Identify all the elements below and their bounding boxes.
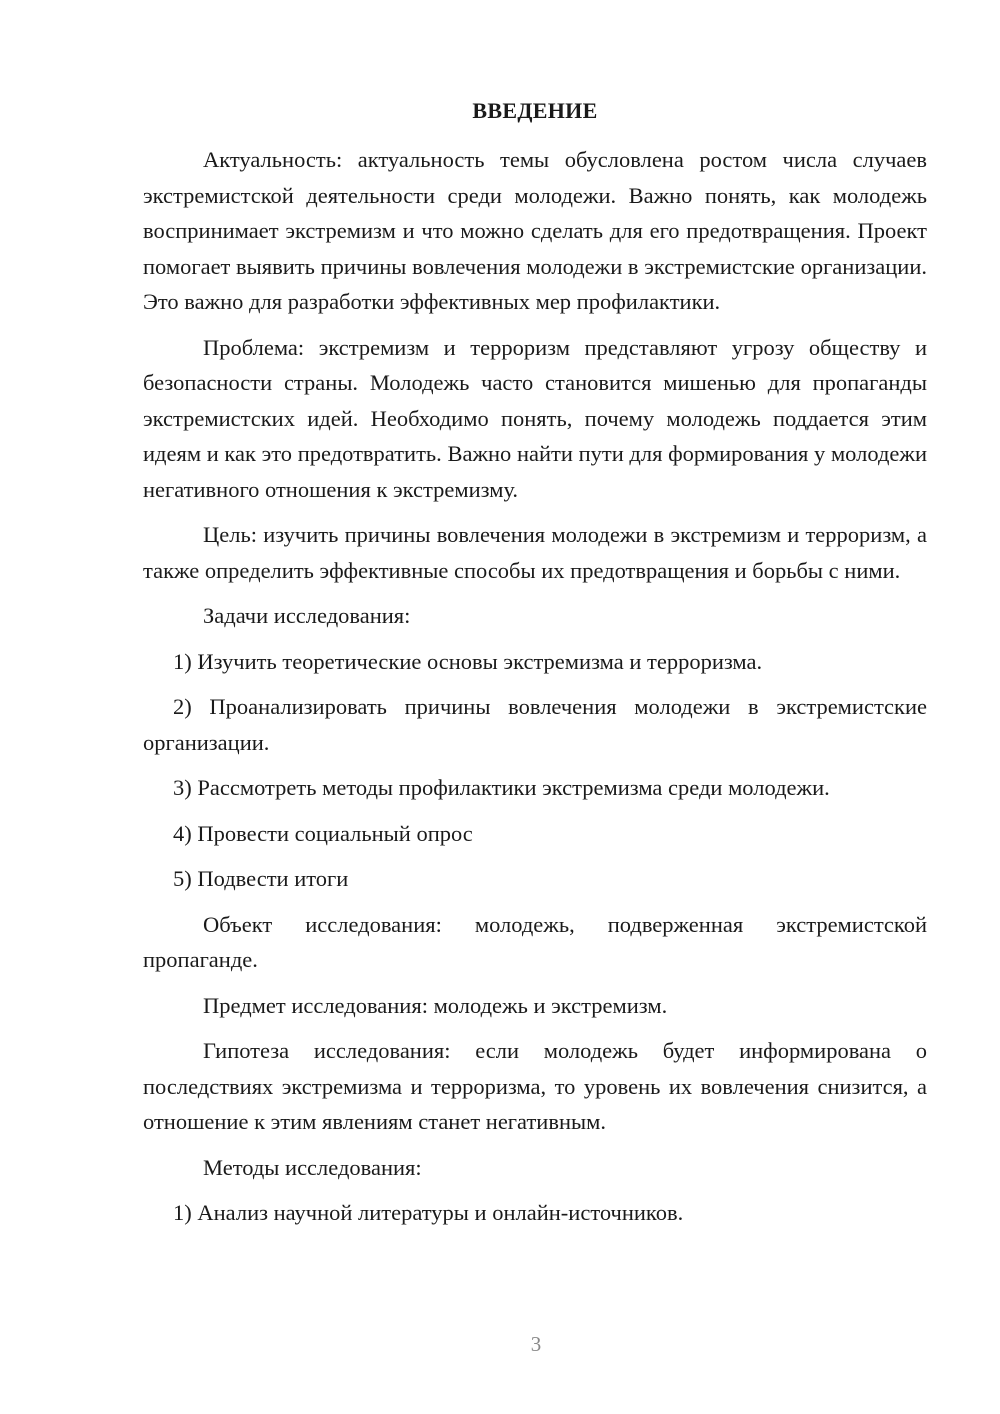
task-item-4: 4) Провести социальный опрос <box>173 820 473 846</box>
paragraph-object: Объект исследования: молодежь, подверженная экстремистской пропаганде. <box>143 911 927 972</box>
paragraph-methods-heading: Методы исследования: <box>203 1154 422 1180</box>
method-item-1: 1) Анализ научной литературы и онлайн-источников. <box>173 1200 684 1225</box>
page-number: 3 <box>530 1332 542 1356</box>
paragraph-relevance: Актуальность: актуальность темы обусловлена ростом числа случаев экстремистской деятельности среди молодежи. Важно понять, как молодежь воспринимает экстремизм и что можно сделать для его предотвращения. Проект помогает выявить причины вовлечения молодежи в экстремистские организации. Это важно для разработки эффективных мер профилактики. <box>143 147 927 314</box>
task-item-5: 5) Подвести итоги <box>173 866 349 891</box>
paragraph-goal: Цель: изучить причины вовлечения молодежи в экстремизм и терроризм, а также определить эффективные способы их предотвращения и борьбы с ними. <box>143 522 927 583</box>
task-item-3: 3) Рассмотреть методы профилактики экстремизма среди молодежи. <box>173 775 830 800</box>
task-item-2: 2) Проанализировать причины вовлечения молодежи в экстремистские организации. <box>143 694 927 755</box>
paragraph-hypothesis: Гипотеза исследования: если молодежь будет информирована о последствиях экстремизма и терроризма, то уровень их вовлечения снизится, а отношение к этим явлениям станет негативным. <box>143 1038 927 1134</box>
paragraph-subject: Предмет исследования: молодежь и экстремизм. <box>203 992 668 1018</box>
task-item-1: 1) Изучить теоретические основы экстремизма и терроризма. <box>173 648 763 674</box>
paragraph-tasks-heading: Задачи исследования: <box>203 603 411 628</box>
document-body <box>143 96 927 1241</box>
paragraph-problem: Проблема: экстремизм и терроризм представляют угрозу обществу и безопасности страны. Молодежь часто становится мишенью для пропаганды экстремистских идей. Необходимо понять, почему молодежь поддается этим идеям и как это предотвратить. Важно найти пути для формирования у молодежи негативного отношения к экстремизму. <box>143 334 927 502</box>
page-title: ВВЕДЕНИЕ <box>472 98 598 123</box>
